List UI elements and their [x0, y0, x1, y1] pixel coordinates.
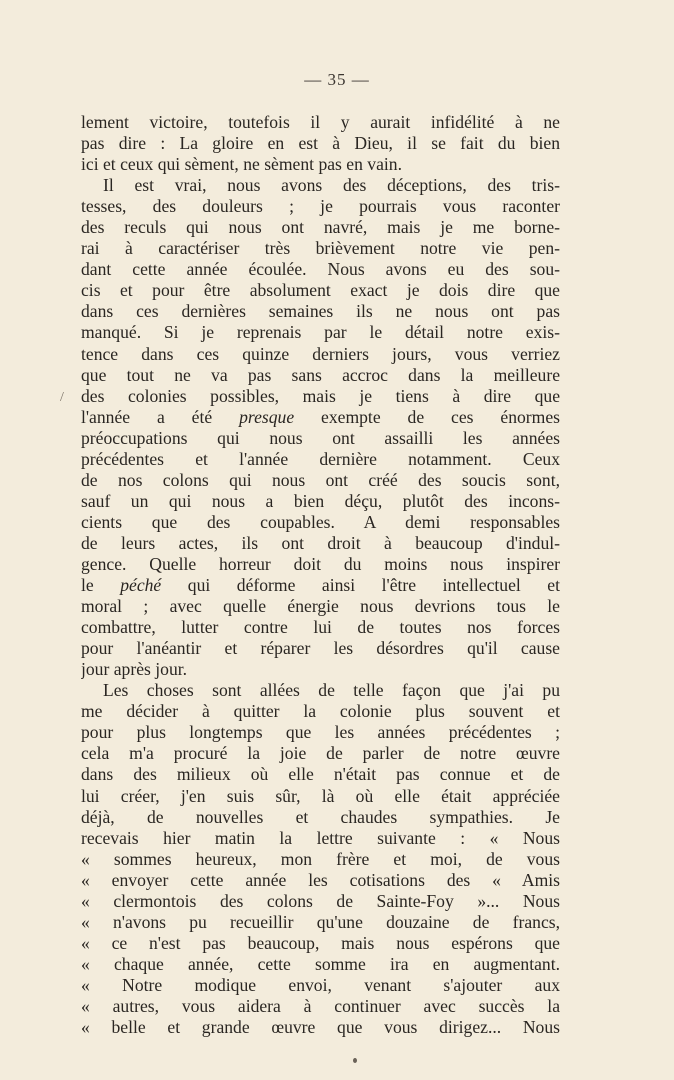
text-line: des reculs qui nous ont navré, mais je me borne-: [81, 217, 560, 238]
text-line: cients que des coupables. A demi responsables: [81, 511, 560, 532]
text-line: « envoyer cette année les cotisations des « Amis: [81, 869, 560, 890]
text-line: gence. Quelle horreur doit du moins nous inspirer: [81, 553, 560, 574]
text-line: Les choses sont allées de telle façon que j'ai pu: [103, 680, 560, 701]
text-line: « belle et grande œuvre que vous dirigez... Nous: [81, 1017, 560, 1038]
text-line: de nos colons qui nous ont créé des soucis sont,: [81, 469, 560, 490]
text-line: préoccupations qui nous ont assailli les années: [81, 427, 560, 448]
text-line: tence dans ces quinze derniers jours, vous verriez: [81, 343, 560, 364]
text-line: « clermontois des colons de Sainte-Foy »... Nous: [81, 890, 560, 911]
text-line: jour après jour.: [81, 659, 188, 680]
text-line: Il est vrai, nous avons des déceptions, des tris-: [103, 175, 560, 196]
text-line: « autres, vous aidera à continuer avec succès la: [81, 995, 560, 1016]
text-line: « Notre modique envoi, venant s'ajouter aux: [81, 974, 560, 995]
text-line: « sommes heureux, mon frère et moi, de vous: [81, 848, 560, 869]
text-line: moral ; avec quelle énergie nous devrions tous le: [81, 596, 560, 617]
text-line: combattre, lutter contre lui de toutes nos forces: [81, 617, 560, 638]
text-line: l'année a été presque exempte de ces énormes: [81, 406, 560, 427]
text-line: dans des milieux où elle n'était pas connue et de: [81, 764, 560, 785]
text-line: des colonies possibles, mais je tiens à dire que: [81, 385, 560, 406]
text-line: sauf un qui nous a bien déçu, plutôt des incons-: [81, 490, 560, 511]
text-line: pas dire : La gloire en est à Dieu, il se fait du bien: [81, 133, 560, 154]
text-line: « n'avons pu recueillir qu'une douzaine de francs,: [81, 911, 560, 932]
body-text: [81, 112, 560, 1038]
text-line: pour plus longtemps que les années précédentes ;: [81, 722, 560, 743]
text-line: tesses, des douleurs ; je pourrais vous raconter: [81, 196, 560, 217]
text-line: « ce n'est pas beaucoup, mais nous espérons que: [81, 932, 560, 953]
text-line: dant cette année écoulée. Nous avons eu des sou-: [81, 259, 560, 280]
text-line: précédentes et l'année dernière notamment. Ceux: [81, 448, 560, 469]
text-line: recevais hier matin la lettre suivante : « Nous: [81, 827, 560, 848]
text-line: de leurs actes, ils ont droit à beaucoup d'indul-: [81, 532, 560, 553]
text-line: rai à caractériser très brièvement notre vie pen-: [81, 238, 560, 259]
text-line: que tout ne va pas sans accroc dans la meilleure: [81, 364, 560, 385]
text-line: cela m'a procuré la joie de parler de notre œuvre: [81, 743, 560, 764]
printer-dot: [353, 1058, 357, 1063]
text-line: lui créer, j'en suis sûr, là où elle était appréciée: [81, 785, 560, 806]
margin-mark: /: [60, 390, 64, 405]
text-line: « chaque année, cette somme ira en augmentant.: [81, 953, 560, 974]
page-number: — 35 —: [304, 70, 370, 89]
text-line: lement victoire, toutefois il y aurait infidélité à ne: [81, 112, 560, 132]
text-line: manqué. Si je reprenais par le détail notre exis-: [81, 322, 560, 343]
text-line: me décider à quitter la colonie plus souvent et: [81, 701, 560, 722]
text-line: déjà, de nouvelles et chaudes sympathies. Je: [81, 806, 560, 827]
text-line: cis et pour être absolument exact je dois dire que: [81, 280, 560, 301]
text-line: pour l'anéantir et réparer les désordres qu'il cause: [81, 638, 560, 659]
text-line: ici et ceux qui sèment, ne sèment pas en vain.: [81, 154, 402, 175]
text-line: dans ces dernières semaines ils ne nous ont pas: [81, 301, 560, 322]
text-line: le péché qui déforme ainsi l'être intellectuel et: [81, 575, 560, 596]
